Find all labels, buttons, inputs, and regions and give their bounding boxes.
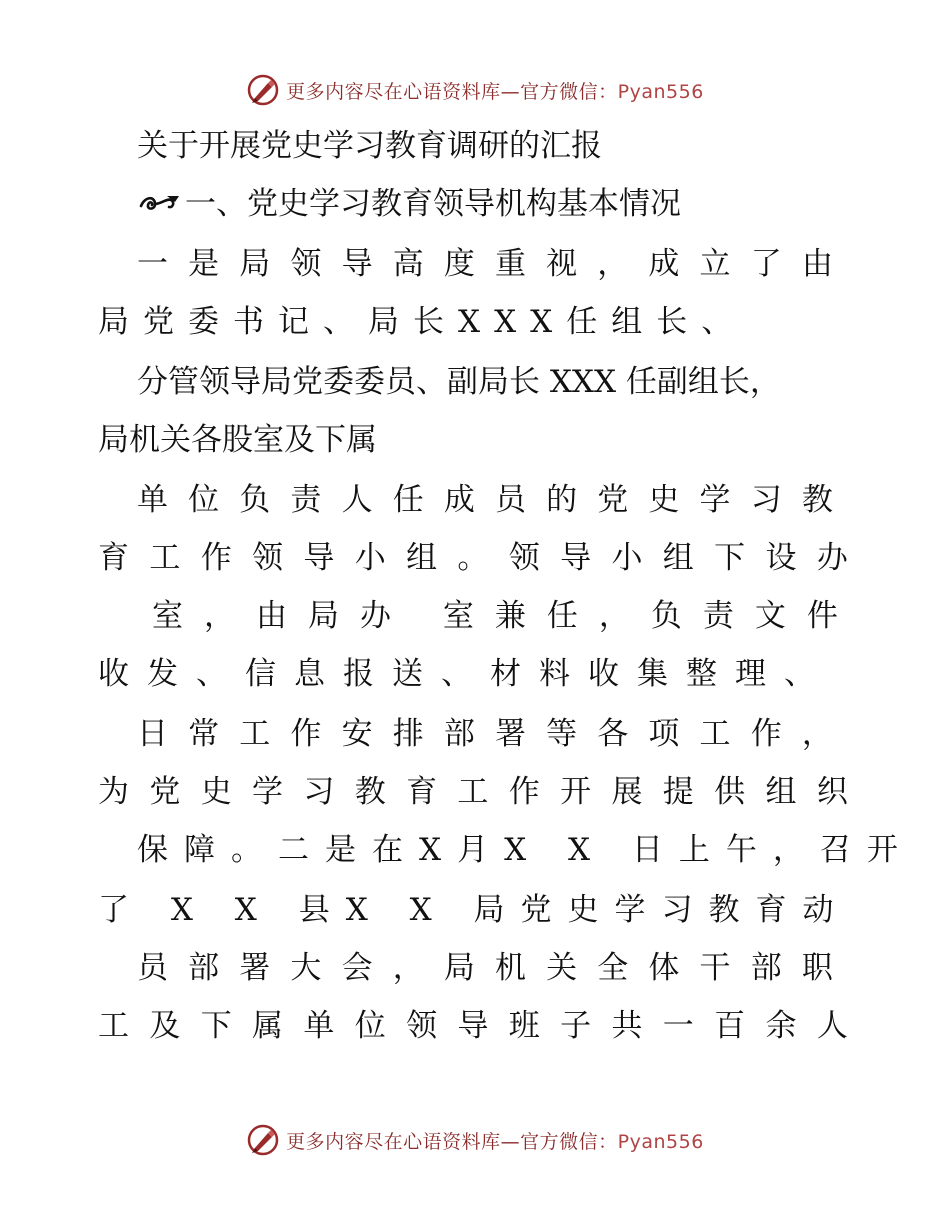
body-line-2: 局党委书记、局长XXX任组长、 [98,304,747,340]
body-line-8: 收发、信息报送、材料收集整理、 [98,656,833,692]
body-line-3: 分管领导局党委委员、副局长 XXX 任副组长， [137,364,781,400]
body-line-11: 保障。二是在X月X X 日上午，召开 [137,832,914,868]
body-line-5: 单 位 负 责 人 任 成 员 的 党 史 学 习 教 [137,482,833,518]
banner-wechat-id: Pyan556 [617,80,704,103]
pen-logo-icon [246,73,280,107]
body-line-7: 室，由局办 室兼任，负责文件 [152,598,859,634]
banner-text [286,77,704,104]
banner-label: 更多内容尽在心语资料库—官方微信： [286,80,618,103]
banner-label: 更多内容尽在心语资料库—官方微信： [286,1130,618,1153]
body-line-13: 员 部 署 大 会 ， 局 机 关 全 体 干 部 职 [137,950,833,986]
footer-watermark-banner [0,1120,950,1160]
pen-logo-icon [246,1123,280,1157]
body-line-6: 育 工 作 领 导 小 组 。 领 导 小 组 下 设 办 [98,540,848,576]
document-title: 关于开展党史学习教育调研的汇报 [137,128,602,164]
section-heading [137,184,681,224]
body-line-4: 局机关各股室及下属 [98,422,377,458]
banner-text [286,1127,704,1154]
section-heading-text: 一、党史学习教育领导机构基本情况 [185,186,681,222]
ornament-icon [137,188,183,218]
body-line-1: 一 是 局 领 导 高 度 重 视 ， 成 立 了 由 [137,246,833,282]
body-line-14: 工 及 下 属 单 位 领 导 班 子 共 一 百 余 人 [98,1008,848,1044]
body-line-12: 了 X X 县X X 局党史学习教育动 [98,892,850,928]
body-line-10: 为 党 史 学 习 教 育 工 作 开 展 提 供 组 织 [98,774,848,810]
header-watermark-banner [0,70,950,110]
banner-wechat-id: Pyan556 [617,1130,704,1153]
body-line-9: 日 常 工 作 安 排 部 署 等 各 项 工 作 ， [137,716,833,752]
